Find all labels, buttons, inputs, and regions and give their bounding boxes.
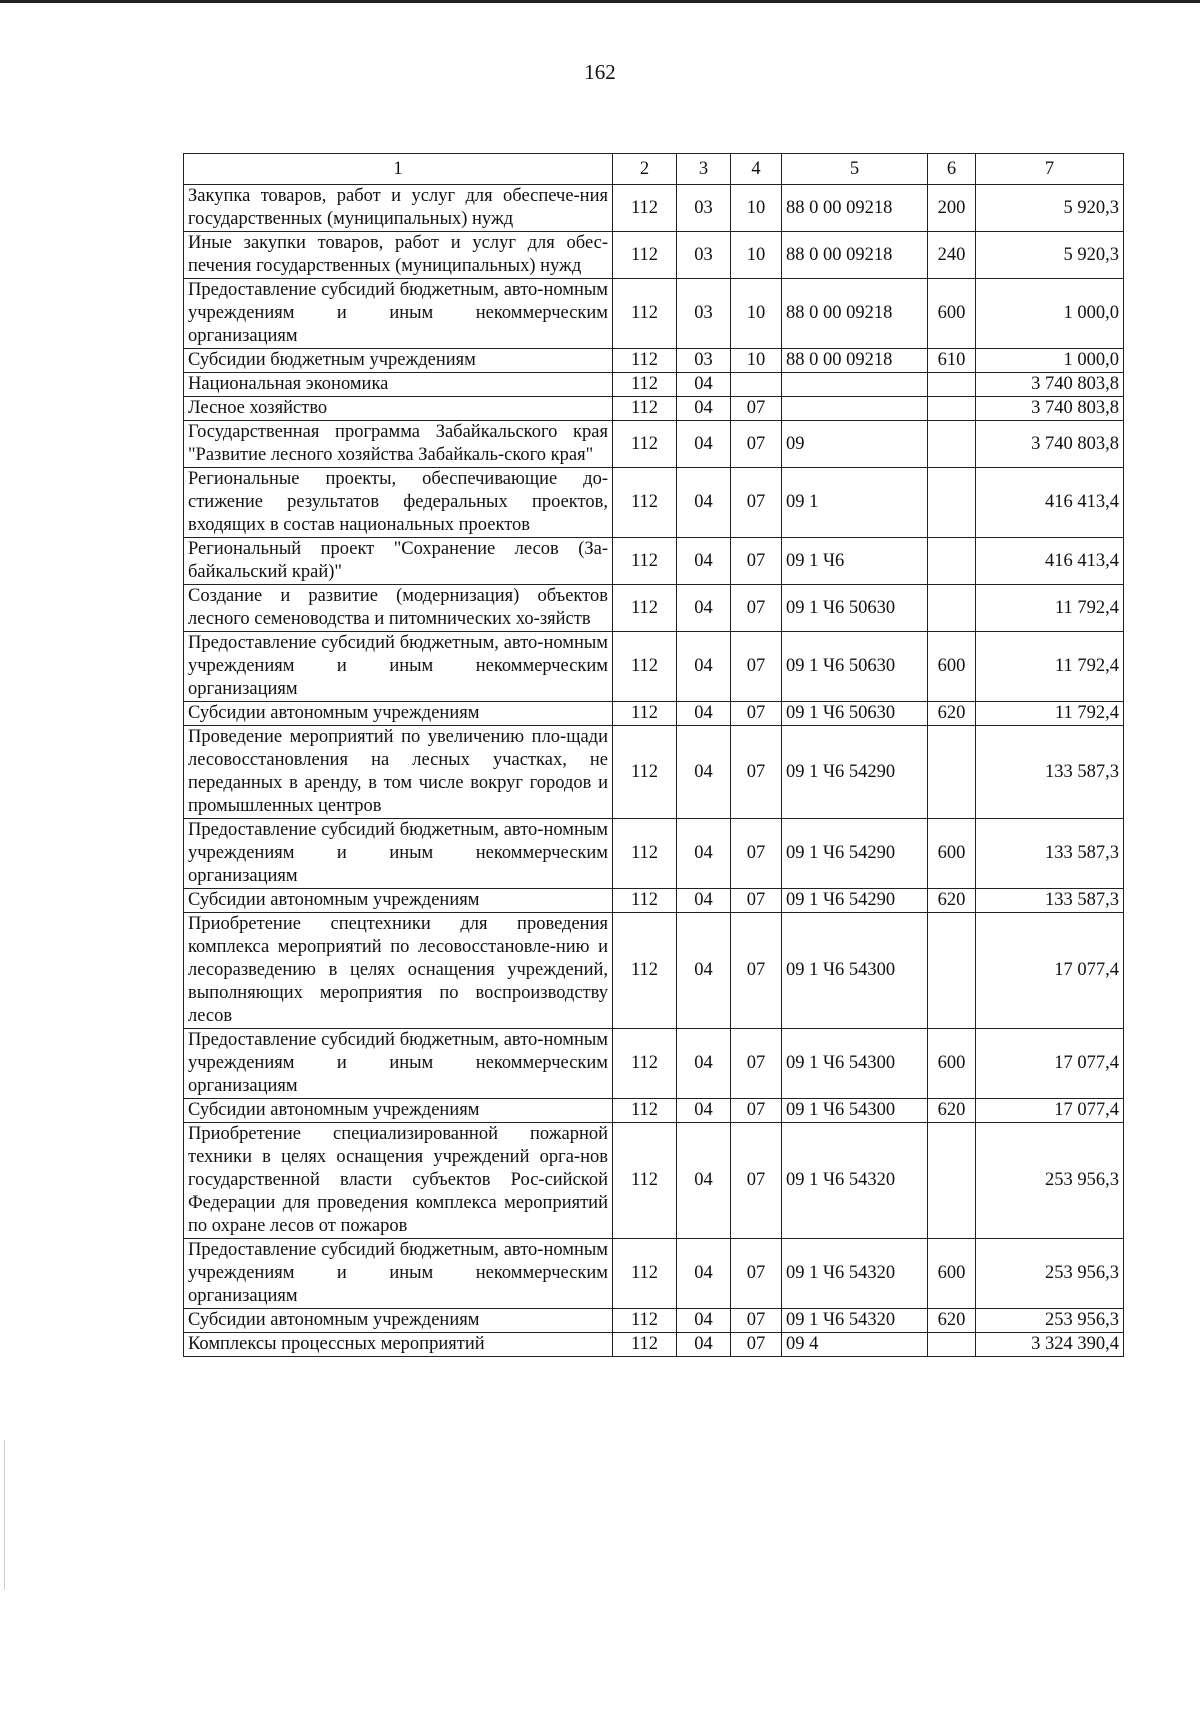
ministry-code-cell: 112 <box>613 1029 677 1099</box>
subsection-code-cell: 10 <box>731 349 782 373</box>
subsection-code-cell: 07 <box>731 1239 782 1309</box>
ministry-code-cell: 112 <box>613 185 677 232</box>
section-code-cell: 03 <box>677 349 731 373</box>
amount-cell: 11 792,4 <box>976 702 1124 726</box>
ministry-code-cell: 112 <box>613 279 677 349</box>
table-row <box>184 397 1124 421</box>
target-article-cell: 09 1 Ч6 54320 <box>782 1123 928 1239</box>
ministry-code-cell: 112 <box>613 349 677 373</box>
expense-type-cell <box>928 1123 976 1239</box>
ministry-code-cell: 112 <box>613 1309 677 1333</box>
subsection-code-cell: 07 <box>731 889 782 913</box>
column-header: 5 <box>782 154 928 185</box>
amount-cell: 5 920,3 <box>976 232 1124 279</box>
top-edge-line <box>0 0 1200 3</box>
target-article-cell: 09 1 Ч6 54300 <box>782 1029 928 1099</box>
expense-type-cell <box>928 397 976 421</box>
section-code-cell: 04 <box>677 889 731 913</box>
page-number: 162 <box>584 60 616 84</box>
expense-type-cell: 600 <box>928 279 976 349</box>
table-row <box>184 232 1124 279</box>
expense-name-cell: Субсидии автономным учреждениям <box>184 1309 613 1333</box>
target-article-cell: 09 1 Ч6 54300 <box>782 1099 928 1123</box>
section-code-cell: 04 <box>677 1309 731 1333</box>
ministry-code-cell: 112 <box>613 819 677 889</box>
amount-cell: 253 956,3 <box>976 1123 1124 1239</box>
target-article-cell: 09 1 Ч6 54320 <box>782 1309 928 1333</box>
target-article-cell: 09 1 Ч6 54290 <box>782 889 928 913</box>
section-code-cell: 04 <box>677 632 731 702</box>
expense-type-cell <box>928 421 976 468</box>
section-code-cell: 04 <box>677 1239 731 1309</box>
section-code-cell: 04 <box>677 421 731 468</box>
ministry-code-cell: 112 <box>613 889 677 913</box>
amount-cell: 3 740 803,8 <box>976 373 1124 397</box>
amount-cell: 416 413,4 <box>976 538 1124 585</box>
expense-name-cell: Региональный проект "Сохранение лесов (За-байкальский край)" <box>184 538 613 585</box>
table-row <box>184 585 1124 632</box>
subsection-code-cell: 07 <box>731 1029 782 1099</box>
target-article-cell: 09 1 Ч6 54290 <box>782 819 928 889</box>
target-article-cell: 88 0 00 09218 <box>782 185 928 232</box>
target-article-cell: 09 1 <box>782 468 928 538</box>
target-article-cell: 88 0 00 09218 <box>782 232 928 279</box>
subsection-code-cell: 07 <box>731 538 782 585</box>
table-row <box>184 421 1124 468</box>
table-row <box>184 702 1124 726</box>
ministry-code-cell: 112 <box>613 585 677 632</box>
table-row <box>184 726 1124 819</box>
amount-cell: 11 792,4 <box>976 585 1124 632</box>
expense-type-cell <box>928 468 976 538</box>
target-article-cell <box>782 373 928 397</box>
section-code-cell: 04 <box>677 1029 731 1099</box>
ministry-code-cell: 112 <box>613 632 677 702</box>
expense-name-cell: Создание и развитие (модернизация) объектов лесного семеноводства и питомнических хо-зяйств <box>184 585 613 632</box>
expense-type-cell <box>928 1333 976 1357</box>
subsection-code-cell: 07 <box>731 1309 782 1333</box>
section-code-cell: 04 <box>677 538 731 585</box>
target-article-cell: 88 0 00 09218 <box>782 279 928 349</box>
budget-table <box>183 153 1124 1357</box>
subsection-code-cell <box>731 373 782 397</box>
target-article-cell: 09 4 <box>782 1333 928 1357</box>
table-row <box>184 1309 1124 1333</box>
section-code-cell: 04 <box>677 373 731 397</box>
column-header: 6 <box>928 154 976 185</box>
target-article-cell: 09 1 Ч6 50630 <box>782 632 928 702</box>
table-row <box>184 279 1124 349</box>
subsection-code-cell: 07 <box>731 397 782 421</box>
table-row <box>184 819 1124 889</box>
amount-cell: 17 077,4 <box>976 1029 1124 1099</box>
expense-type-cell: 600 <box>928 1239 976 1309</box>
section-code-cell: 04 <box>677 819 731 889</box>
expense-type-cell <box>928 726 976 819</box>
expense-type-cell <box>928 373 976 397</box>
expense-type-cell <box>928 913 976 1029</box>
ministry-code-cell: 112 <box>613 232 677 279</box>
target-article-cell: 09 1 Ч6 50630 <box>782 585 928 632</box>
ministry-code-cell: 112 <box>613 913 677 1029</box>
table-row <box>184 1029 1124 1099</box>
column-header: 2 <box>613 154 677 185</box>
subsection-code-cell: 07 <box>731 468 782 538</box>
table-row <box>184 632 1124 702</box>
subsection-code-cell: 07 <box>731 1123 782 1239</box>
ministry-code-cell: 112 <box>613 1333 677 1357</box>
amount-cell: 416 413,4 <box>976 468 1124 538</box>
section-code-cell: 03 <box>677 279 731 349</box>
expense-name-cell: Закупка товаров, работ и услуг для обеспече-ния государственных (муниципальных) нужд <box>184 185 613 232</box>
expense-name-cell: Предоставление субсидий бюджетным, авто-номным учреждениям и иным некоммерческим организациям <box>184 1029 613 1099</box>
expense-type-cell: 600 <box>928 632 976 702</box>
table-row <box>184 538 1124 585</box>
target-article-cell <box>782 397 928 421</box>
expense-name-cell: Предоставление субсидий бюджетным, авто-номным учреждениям и иным некоммерческим организациям <box>184 819 613 889</box>
section-code-cell: 04 <box>677 1123 731 1239</box>
target-article-cell: 09 1 Ч6 <box>782 538 928 585</box>
target-article-cell: 09 1 Ч6 54300 <box>782 913 928 1029</box>
subsection-code-cell: 07 <box>731 632 782 702</box>
expense-name-cell: Приобретение спецтехники для проведения комплекса мероприятий по лесовосстановле-нию и лесоразведению в целях оснащения учреждений, выполняющих мероприятия по воспроизводству лесов <box>184 913 613 1029</box>
expense-name-cell: Иные закупки товаров, работ и услуг для обес-печения государственных (муниципальных) нужд <box>184 232 613 279</box>
amount-cell: 17 077,4 <box>976 913 1124 1029</box>
expense-name-cell: Комплексы процессных мероприятий <box>184 1333 613 1357</box>
expense-name-cell: Лесное хозяйство <box>184 397 613 421</box>
ministry-code-cell: 112 <box>613 421 677 468</box>
table-row <box>184 1333 1124 1357</box>
amount-cell: 1 000,0 <box>976 279 1124 349</box>
column-header: 7 <box>976 154 1124 185</box>
subsection-code-cell: 07 <box>731 819 782 889</box>
expense-type-cell: 240 <box>928 232 976 279</box>
amount-cell: 133 587,3 <box>976 726 1124 819</box>
subsection-code-cell: 10 <box>731 279 782 349</box>
ministry-code-cell: 112 <box>613 468 677 538</box>
table-row <box>184 373 1124 397</box>
ministry-code-cell: 112 <box>613 373 677 397</box>
table-row <box>184 913 1124 1029</box>
expense-type-cell: 600 <box>928 819 976 889</box>
expense-type-cell: 620 <box>928 702 976 726</box>
section-code-cell: 04 <box>677 913 731 1029</box>
table-row <box>184 468 1124 538</box>
table-row <box>184 1099 1124 1123</box>
subsection-code-cell: 07 <box>731 1333 782 1357</box>
expense-type-cell: 600 <box>928 1029 976 1099</box>
table-row <box>184 185 1124 232</box>
ministry-code-cell: 112 <box>613 1123 677 1239</box>
section-code-cell: 04 <box>677 468 731 538</box>
target-article-cell: 09 1 Ч6 54320 <box>782 1239 928 1309</box>
table-row <box>184 1239 1124 1309</box>
column-header: 1 <box>184 154 613 185</box>
amount-cell: 1 000,0 <box>976 349 1124 373</box>
expense-name-cell: Субсидии автономным учреждениям <box>184 889 613 913</box>
subsection-code-cell: 07 <box>731 1099 782 1123</box>
expense-type-cell: 200 <box>928 185 976 232</box>
section-code-cell: 04 <box>677 397 731 421</box>
amount-cell: 3 740 803,8 <box>976 421 1124 468</box>
target-article-cell: 88 0 00 09218 <box>782 349 928 373</box>
expense-name-cell: Предоставление субсидий бюджетным, авто-номным учреждениям и иным некоммерческим организациям <box>184 1239 613 1309</box>
ministry-code-cell: 112 <box>613 1099 677 1123</box>
column-header: 3 <box>677 154 731 185</box>
subsection-code-cell: 07 <box>731 913 782 1029</box>
amount-cell: 3 324 390,4 <box>976 1333 1124 1357</box>
target-article-cell: 09 1 Ч6 54290 <box>782 726 928 819</box>
section-code-cell: 03 <box>677 185 731 232</box>
amount-cell: 3 740 803,8 <box>976 397 1124 421</box>
table-header-row <box>184 154 1124 185</box>
section-code-cell: 04 <box>677 702 731 726</box>
expense-type-cell: 620 <box>928 889 976 913</box>
subsection-code-cell: 07 <box>731 726 782 819</box>
scan-margin-line <box>4 1440 5 1590</box>
amount-cell: 253 956,3 <box>976 1239 1124 1309</box>
amount-cell: 17 077,4 <box>976 1099 1124 1123</box>
expense-name-cell: Проведение мероприятий по увеличению пло-щади лесовосстановления на лесных участках, не переданных в аренду, в том числе вокруг городов и промышленных центров <box>184 726 613 819</box>
subsection-code-cell: 10 <box>731 232 782 279</box>
expense-type-cell: 610 <box>928 349 976 373</box>
amount-cell: 133 587,3 <box>976 819 1124 889</box>
expense-type-cell: 620 <box>928 1099 976 1123</box>
ministry-code-cell: 112 <box>613 538 677 585</box>
ministry-code-cell: 112 <box>613 726 677 819</box>
expense-name-cell: Предоставление субсидий бюджетным, авто-номным учреждениям и иным некоммерческим организациям <box>184 279 613 349</box>
section-code-cell: 04 <box>677 1333 731 1357</box>
section-code-cell: 04 <box>677 726 731 819</box>
expense-type-cell <box>928 585 976 632</box>
expense-type-cell: 620 <box>928 1309 976 1333</box>
column-header: 4 <box>731 154 782 185</box>
table-row <box>184 889 1124 913</box>
expense-type-cell <box>928 538 976 585</box>
amount-cell: 133 587,3 <box>976 889 1124 913</box>
ministry-code-cell: 112 <box>613 397 677 421</box>
ministry-code-cell: 112 <box>613 1239 677 1309</box>
section-code-cell: 04 <box>677 585 731 632</box>
amount-cell: 253 956,3 <box>976 1309 1124 1333</box>
expense-name-cell: Субсидии автономным учреждениям <box>184 1099 613 1123</box>
expense-name-cell: Субсидии бюджетным учреждениям <box>184 349 613 373</box>
table-row <box>184 349 1124 373</box>
target-article-cell: 09 1 Ч6 50630 <box>782 702 928 726</box>
section-code-cell: 03 <box>677 232 731 279</box>
subsection-code-cell: 07 <box>731 585 782 632</box>
target-article-cell: 09 <box>782 421 928 468</box>
subsection-code-cell: 10 <box>731 185 782 232</box>
table-row <box>184 1123 1124 1239</box>
expense-name-cell: Приобретение специализированной пожарной техники в целях оснащения учреждений орга-нов государственной власти субъектов Рос-сийской Федерации для проведения комплекса мероприятий по охране лесов от пожаров <box>184 1123 613 1239</box>
table-body <box>184 185 1124 1357</box>
ministry-code-cell: 112 <box>613 702 677 726</box>
expense-name-cell: Субсидии автономным учреждениям <box>184 702 613 726</box>
expense-name-cell: Предоставление субсидий бюджетным, авто-номным учреждениям и иным некоммерческим организациям <box>184 632 613 702</box>
expense-name-cell: Национальная экономика <box>184 373 613 397</box>
expense-name-cell: Региональные проекты, обеспечивающие до-стижение результатов федеральных проектов, входящих в состав национальных проектов <box>184 468 613 538</box>
subsection-code-cell: 07 <box>731 702 782 726</box>
subsection-code-cell: 07 <box>731 421 782 468</box>
amount-cell: 5 920,3 <box>976 185 1124 232</box>
expense-name-cell: Государственная программа Забайкальского края "Развитие лесного хозяйства Забайкаль-ского края" <box>184 421 613 468</box>
section-code-cell: 04 <box>677 1099 731 1123</box>
amount-cell: 11 792,4 <box>976 632 1124 702</box>
